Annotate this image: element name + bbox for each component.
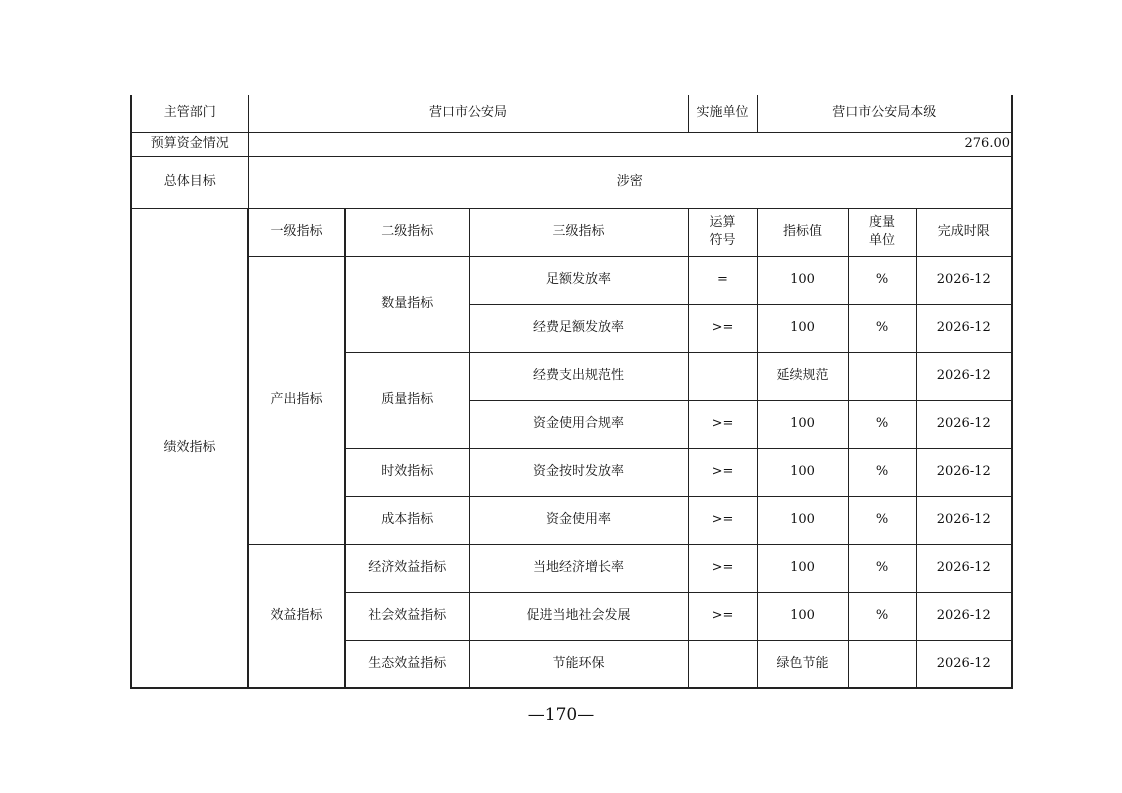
value-cell: 延续规范 — [757, 352, 848, 400]
level2-economic: 经济效益指标 — [345, 544, 469, 592]
col-unit-line1: 度量 — [868, 215, 895, 230]
goal-value: 涉密 — [248, 156, 1012, 208]
col-level1-header: 一级指标 — [248, 208, 345, 256]
table-row — [131, 544, 1012, 592]
unit-cell: % — [848, 400, 916, 448]
unit-label: 实施单位 — [688, 95, 757, 132]
operator-cell: >= — [688, 304, 757, 352]
dept-label: 主管部门 — [131, 95, 248, 132]
level3-name: 资金使用合规率 — [469, 400, 688, 448]
perf-label: 绩效指标 — [131, 208, 248, 688]
level2-timeliness: 时效指标 — [345, 448, 469, 496]
col-operator-line2: 符号 — [709, 233, 736, 248]
dept-value: 营口市公安局 — [248, 95, 688, 132]
operator-cell: = — [688, 256, 757, 304]
unit-cell: % — [848, 544, 916, 592]
performance-goal-table — [130, 95, 1013, 689]
level2-ecological: 生态效益指标 — [345, 640, 469, 688]
value-cell: 绿色节能 — [757, 640, 848, 688]
unit-value: 营口市公安局本级 — [757, 95, 1012, 132]
unit-cell: % — [848, 496, 916, 544]
budget-row — [131, 132, 1012, 156]
level3-name: 经费足额发放率 — [469, 304, 688, 352]
col-operator-header — [688, 208, 757, 256]
col-value-header: 指标值 — [757, 208, 848, 256]
goal-label: 总体目标 — [131, 156, 248, 208]
col-level2-header: 二级指标 — [345, 208, 469, 256]
value-cell: 100 — [757, 496, 848, 544]
operator-cell: >= — [688, 496, 757, 544]
level2-cost: 成本指标 — [345, 496, 469, 544]
deadline-cell: 2026-12 — [916, 496, 1012, 544]
level3-name: 当地经济增长率 — [469, 544, 688, 592]
value-cell: 100 — [757, 256, 848, 304]
level3-name: 节能环保 — [469, 640, 688, 688]
value-cell: 100 — [757, 304, 848, 352]
value-cell: 100 — [757, 400, 848, 448]
unit-cell: % — [848, 304, 916, 352]
deadline-cell: 2026-12 — [916, 448, 1012, 496]
deadline-cell: 2026-12 — [916, 640, 1012, 688]
goal-row — [131, 156, 1012, 208]
level2-quantity: 数量指标 — [345, 256, 469, 352]
deadline-cell: 2026-12 — [916, 544, 1012, 592]
operator-cell: >= — [688, 544, 757, 592]
deadline-cell: 2026-12 — [916, 400, 1012, 448]
level1-output: 产出指标 — [248, 256, 345, 544]
performance-table-sheet — [130, 95, 1011, 691]
value-cell: 100 — [757, 592, 848, 640]
col-unit-line2: 单位 — [868, 233, 895, 248]
level3-name: 足额发放率 — [469, 256, 688, 304]
perf-header-row — [131, 208, 1012, 256]
level3-name: 促进当地社会发展 — [469, 592, 688, 640]
header-row — [131, 95, 1012, 132]
col-operator-line1: 运算 — [709, 215, 736, 230]
unit-cell: % — [848, 256, 916, 304]
value-cell: 100 — [757, 544, 848, 592]
deadline-cell: 2026-12 — [916, 256, 1012, 304]
page-number: —170— — [527, 705, 595, 725]
unit-cell: % — [848, 592, 916, 640]
level2-quality: 质量指标 — [345, 352, 469, 448]
operator-cell: >= — [688, 592, 757, 640]
unit-cell: % — [848, 448, 916, 496]
col-unit-header — [848, 208, 916, 256]
col-deadline-header: 完成时限 — [916, 208, 1012, 256]
level3-name: 资金使用率 — [469, 496, 688, 544]
operator-cell: >= — [688, 448, 757, 496]
operator-cell — [688, 352, 757, 400]
level3-name: 经费支出规范性 — [469, 352, 688, 400]
value-cell: 100 — [757, 448, 848, 496]
operator-cell — [688, 640, 757, 688]
level3-name: 资金按时发放率 — [469, 448, 688, 496]
col-level3-header: 三级指标 — [469, 208, 688, 256]
deadline-cell: 2026-12 — [916, 592, 1012, 640]
level2-social: 社会效益指标 — [345, 592, 469, 640]
deadline-cell: 2026-12 — [916, 352, 1012, 400]
deadline-cell: 2026-12 — [916, 304, 1012, 352]
unit-cell — [848, 352, 916, 400]
unit-cell — [848, 640, 916, 688]
level1-benefit: 效益指标 — [248, 544, 345, 688]
operator-cell: >= — [688, 400, 757, 448]
budget-value: 276.00 — [248, 132, 1012, 156]
budget-label: 预算资金情况 — [131, 132, 248, 156]
table-row — [131, 256, 1012, 304]
